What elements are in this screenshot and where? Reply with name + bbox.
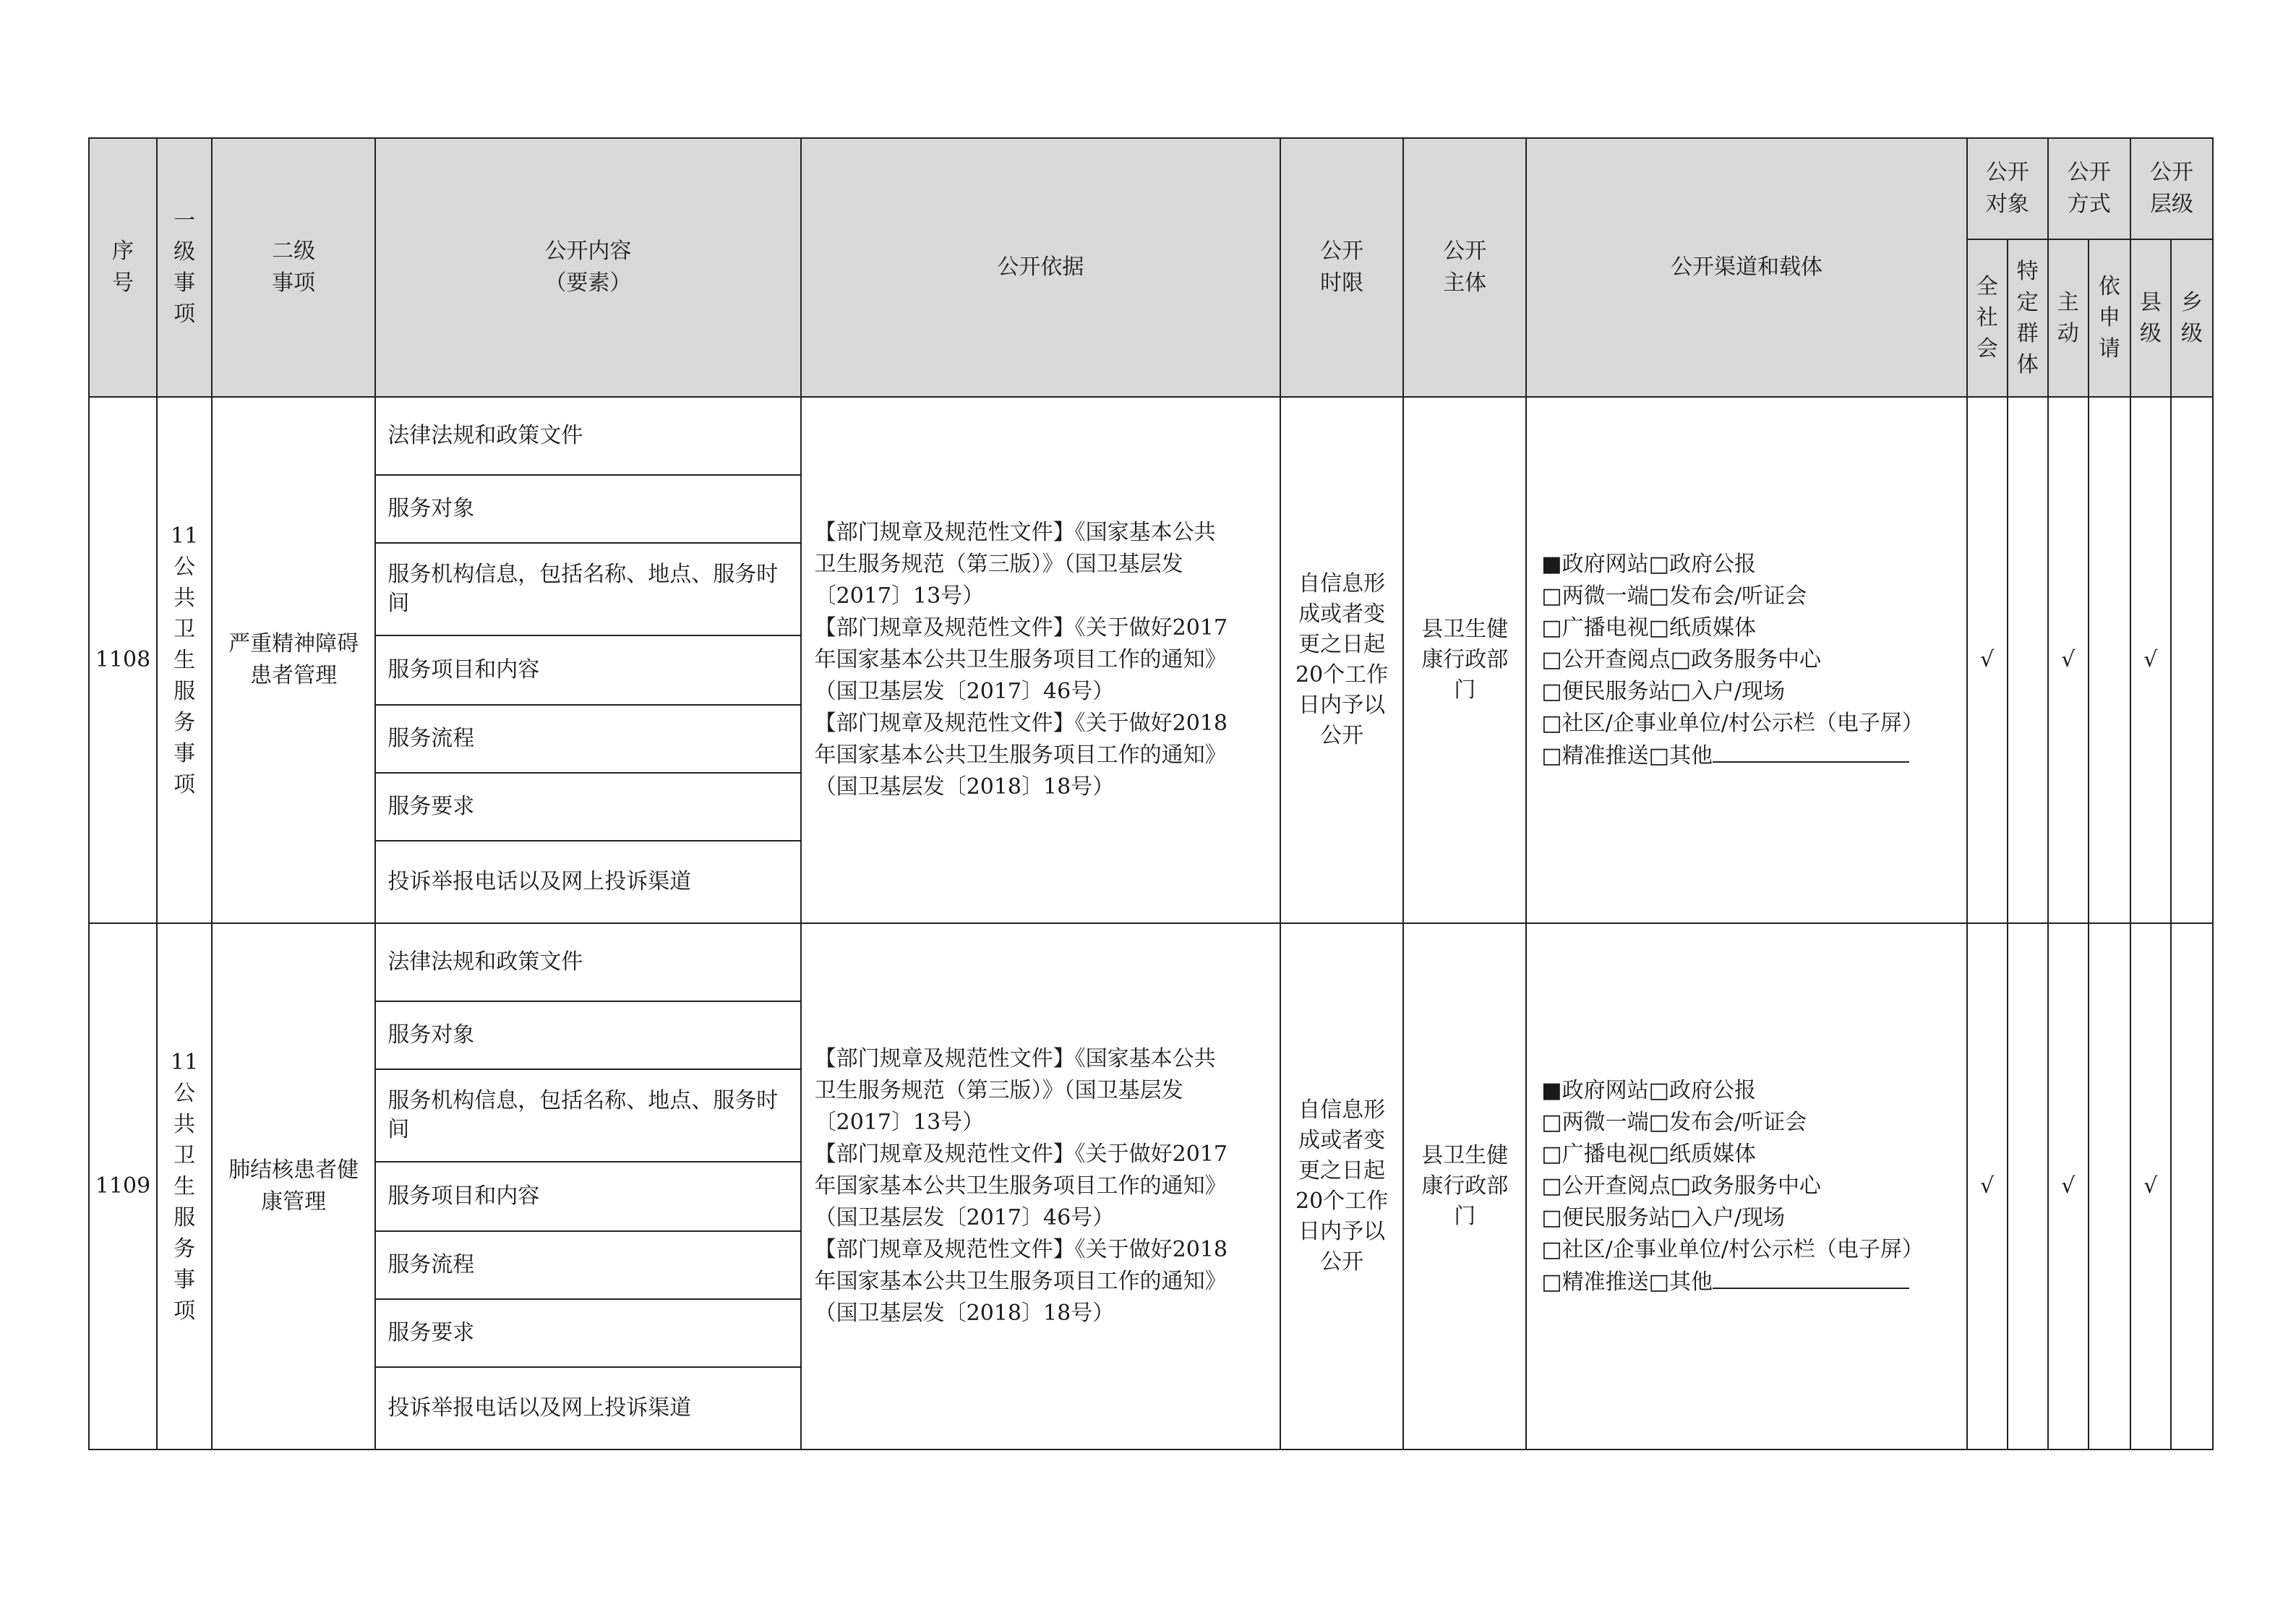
channel-line (1541, 644, 1951, 676)
channel-text: □两微一端□发布会/听证会 (1541, 583, 1807, 609)
header-level (2130, 138, 2213, 239)
header-target-text: 公开对象 (1985, 160, 2029, 217)
channel-line (1541, 1170, 1951, 1202)
active-cell (2048, 397, 2089, 923)
content-item-text: 服务机构信息，包括名称、地点、服务时间 (387, 1088, 779, 1142)
content-item (375, 1367, 800, 1449)
time-limit-cell (1280, 923, 1403, 1449)
basis-line: （国卫基层发〔2018〕18号） (814, 774, 1115, 800)
content-item-text: 服务流程 (387, 1252, 475, 1277)
specific-group-cell (2008, 397, 2048, 923)
header-all-society-text: 全社会 (1976, 274, 1998, 361)
header-basis (801, 138, 1280, 397)
header-subject (1403, 138, 1526, 397)
seq-value: 1109 (95, 1173, 151, 1199)
on-request-cell (2089, 923, 2130, 1449)
disclosure-table (88, 137, 2214, 1450)
basis-line: 【部门规章及规范性文件】《关于做好2018 (814, 711, 1228, 736)
basis-line: 【部门规章及规范性文件】《国家基本公共 (814, 520, 1216, 545)
channel-line (1541, 1234, 1951, 1266)
basis-line: 〔2017〕13号） (814, 583, 985, 609)
channel-line (1541, 612, 1951, 644)
content-item (375, 543, 800, 635)
channel-text: □社区/企事业单位/村公示栏（电子屏） (1541, 710, 1924, 736)
header-active-text: 主动 (2057, 289, 2079, 346)
content-item-text: 服务项目和内容 (387, 1183, 540, 1209)
level1-text: 公共卫生服务事项 (174, 1080, 196, 1324)
content-item (375, 705, 800, 773)
content-item-text: 服务对象 (387, 1022, 475, 1048)
level1-cell (157, 923, 212, 1449)
channel-line (1541, 676, 1951, 708)
channel-line (1541, 1075, 1951, 1107)
time-limit-line: 自信息形 (1298, 1097, 1386, 1123)
check-mark: √ (2061, 1173, 2076, 1199)
basis-line: 年国家基本公共卫生服务项目工作的通知》 (814, 1269, 1227, 1294)
seq-value: 1108 (95, 647, 151, 672)
content-item (375, 1001, 800, 1069)
time-limit-cell (1280, 397, 1403, 923)
table-row (89, 397, 2213, 475)
header-seq-text: 序号 (112, 239, 134, 296)
active-cell (2048, 923, 2089, 1449)
content-item (375, 397, 800, 475)
basis-line: 〔2017〕13号） (814, 1110, 985, 1135)
header-content-subtitle: （要素） (544, 270, 632, 296)
channel-line (1541, 708, 1951, 740)
content-item-text: 服务流程 (387, 726, 475, 751)
time-limit-line: 20个工作 (1295, 662, 1389, 688)
basis-line: 年国家基本公共卫生服务项目工作的通知》 (814, 742, 1227, 768)
basis-line: 年国家基本公共卫生服务项目工作的通知》 (814, 1173, 1227, 1199)
basis-line: 年国家基本公共卫生服务项目工作的通知》 (814, 647, 1227, 672)
header-level1-text: 一级事项 (174, 207, 196, 327)
basis-line: 【部门规章及规范性文件】《关于做好2017 (814, 1142, 1228, 1167)
basis-cell (801, 923, 1280, 1449)
header-all-society (1967, 239, 2008, 397)
channel-text: □精准推送□其他 (1541, 1269, 1713, 1295)
header-specific-group (2008, 239, 2048, 397)
check-mark: √ (1980, 647, 1995, 672)
content-item-text: 服务要求 (387, 794, 475, 819)
county-cell (2130, 397, 2171, 923)
header-county-text: 县级 (2139, 289, 2162, 346)
content-item-text: 投诉举报电话以及网上投诉渠道 (387, 869, 692, 894)
header-seq (89, 138, 157, 397)
county-cell (2130, 923, 2171, 1449)
seq-cell (89, 397, 157, 923)
subject-line: 康行政部 (1421, 647, 1509, 672)
header-township-text: 乡级 (2180, 289, 2203, 346)
content-item-text: 投诉举报电话以及网上投诉渠道 (387, 1395, 692, 1421)
header-on-request-text: 依申请 (2098, 274, 2120, 361)
content-item-text: 服务机构信息，包括名称、地点、服务时间 (387, 562, 779, 616)
channel-line (1541, 549, 1951, 581)
basis-line: （国卫基层发〔2018〕18号） (814, 1301, 1115, 1326)
header-channels (1526, 138, 1966, 397)
channel-line (1541, 1107, 1951, 1139)
header-active (2048, 239, 2089, 397)
header-level-text: 公开层级 (2149, 160, 2193, 217)
subject-cell (1403, 397, 1526, 923)
content-item (375, 1231, 800, 1299)
basis-line: 卫生服务规范（第三版）》（国卫基层发 (814, 552, 1183, 577)
level1-text: 公共卫生服务事项 (174, 554, 196, 797)
header-time-limit (1280, 138, 1403, 397)
content-item (375, 1069, 800, 1162)
table-row (89, 923, 2213, 1001)
all-society-cell (1967, 923, 2008, 1449)
all-society-cell (1967, 397, 2008, 923)
check-mark: √ (2061, 647, 2076, 672)
time-limit-line: 日内予以 (1298, 1219, 1386, 1244)
channel-line (1541, 1202, 1951, 1234)
channels-cell (1526, 923, 1966, 1449)
subject-cell (1403, 923, 1526, 1449)
content-item-text: 服务对象 (387, 496, 475, 521)
header-county (2130, 239, 2171, 397)
content-item (375, 1299, 800, 1367)
content-item (375, 635, 800, 705)
time-limit-line: 成或者变 (1298, 1128, 1386, 1153)
header-level1 (157, 138, 212, 397)
basis-line: （国卫基层发〔2017〕46号） (814, 679, 1115, 704)
channels-cell (1526, 397, 1966, 923)
basis-line: 卫生服务规范（第三版）》（国卫基层发 (814, 1078, 1183, 1103)
header-content-title: 公开内容 (544, 239, 632, 264)
channel-text: □广播电视□纸质媒体 (1541, 1141, 1756, 1167)
level2-cell (212, 923, 375, 1449)
subject-line: 县卫生健 (1421, 1143, 1509, 1168)
time-limit-line: 20个工作 (1295, 1189, 1389, 1214)
level2-text: 肺结核患者健康管理 (228, 1157, 359, 1215)
channel-text: ■政府网站□政府公报 (1541, 1077, 1756, 1103)
channel-line (1541, 1266, 1951, 1298)
channel-text: □便民服务站□入户/现场 (1541, 678, 1786, 704)
header-level2-text: 二级事项 (272, 239, 316, 296)
header-method (2048, 138, 2130, 239)
header-on-request (2089, 239, 2130, 397)
channel-text: □公开查阅点□政务服务中心 (1541, 1173, 1821, 1199)
level1-number: 11 (170, 1049, 199, 1075)
header-township (2171, 239, 2213, 397)
content-item (375, 475, 800, 543)
header-time-limit-text: 公开时限 (1320, 239, 1364, 296)
basis-cell (801, 397, 1280, 923)
channel-line (1541, 740, 1951, 772)
subject-line: 门 (1454, 1204, 1476, 1229)
level1-number: 11 (170, 523, 199, 549)
header-content (375, 138, 800, 397)
basis-line: 【部门规章及规范性文件】《关于做好2018 (814, 1237, 1228, 1262)
basis-line: （国卫基层发〔2017〕46号） (814, 1205, 1115, 1230)
channel-text: □便民服务站□入户/现场 (1541, 1204, 1786, 1230)
time-limit-line: 公开 (1320, 723, 1364, 748)
time-limit-line: 成或者变 (1298, 601, 1386, 627)
time-limit-line: 日内予以 (1298, 693, 1386, 718)
content-item-text: 法律法规和政策文件 (387, 949, 583, 975)
header-basis-text: 公开依据 (997, 254, 1084, 280)
content-item (375, 1162, 800, 1231)
channel-text: □社区/企事业单位/村公示栏（电子屏） (1541, 1236, 1924, 1262)
channel-text: □公开查阅点□政务服务中心 (1541, 646, 1821, 672)
header-specific-group-text: 特定群体 (2016, 258, 2039, 377)
channel-text: □两微一端□发布会/听证会 (1541, 1109, 1807, 1135)
check-mark: √ (1980, 1173, 1995, 1199)
channel-line (1541, 581, 1951, 612)
subject-line: 康行政部 (1421, 1173, 1509, 1199)
check-mark: √ (2143, 1173, 2158, 1199)
header-channels-text: 公开渠道和载体 (1671, 254, 1822, 280)
seq-cell (89, 923, 157, 1449)
header-level2 (212, 138, 375, 397)
header-method-text: 公开方式 (2067, 160, 2111, 217)
content-item (375, 841, 800, 923)
subject-line: 县卫生健 (1421, 617, 1509, 642)
table-body (89, 397, 2213, 1449)
time-limit-line: 更之日起 (1298, 632, 1386, 657)
channel-text: □广播电视□纸质媒体 (1541, 614, 1756, 641)
basis-line: 【部门规章及规范性文件】《国家基本公共 (814, 1046, 1216, 1071)
header-target (1967, 138, 2048, 239)
channel-text: ■政府网站□政府公报 (1541, 551, 1756, 577)
time-limit-line: 公开 (1320, 1249, 1364, 1275)
content-item-text: 法律法规和政策文件 (387, 423, 583, 448)
township-cell (2171, 923, 2213, 1449)
specific-group-cell (2008, 923, 2048, 1449)
subject-line: 门 (1454, 677, 1476, 703)
other-blank-line (1713, 740, 1909, 763)
content-item-text: 服务要求 (387, 1320, 475, 1345)
channel-line (1541, 1139, 1951, 1170)
check-mark: √ (2143, 647, 2158, 672)
basis-line: 【部门规章及规范性文件】《关于做好2017 (814, 615, 1228, 641)
content-item (375, 923, 800, 1001)
level2-text: 严重精神障碍患者管理 (228, 631, 359, 688)
channel-text: □精准推送□其他 (1541, 742, 1713, 768)
level1-cell (157, 397, 212, 923)
content-item (375, 773, 800, 841)
township-cell (2171, 397, 2213, 923)
other-blank-line (1713, 1266, 1909, 1289)
level2-cell (212, 397, 375, 923)
header-subject-text: 公开主体 (1443, 239, 1487, 296)
time-limit-line: 更之日起 (1298, 1158, 1386, 1183)
content-item-text: 服务项目和内容 (387, 657, 540, 682)
time-limit-line: 自信息形 (1298, 571, 1386, 596)
on-request-cell (2089, 397, 2130, 923)
